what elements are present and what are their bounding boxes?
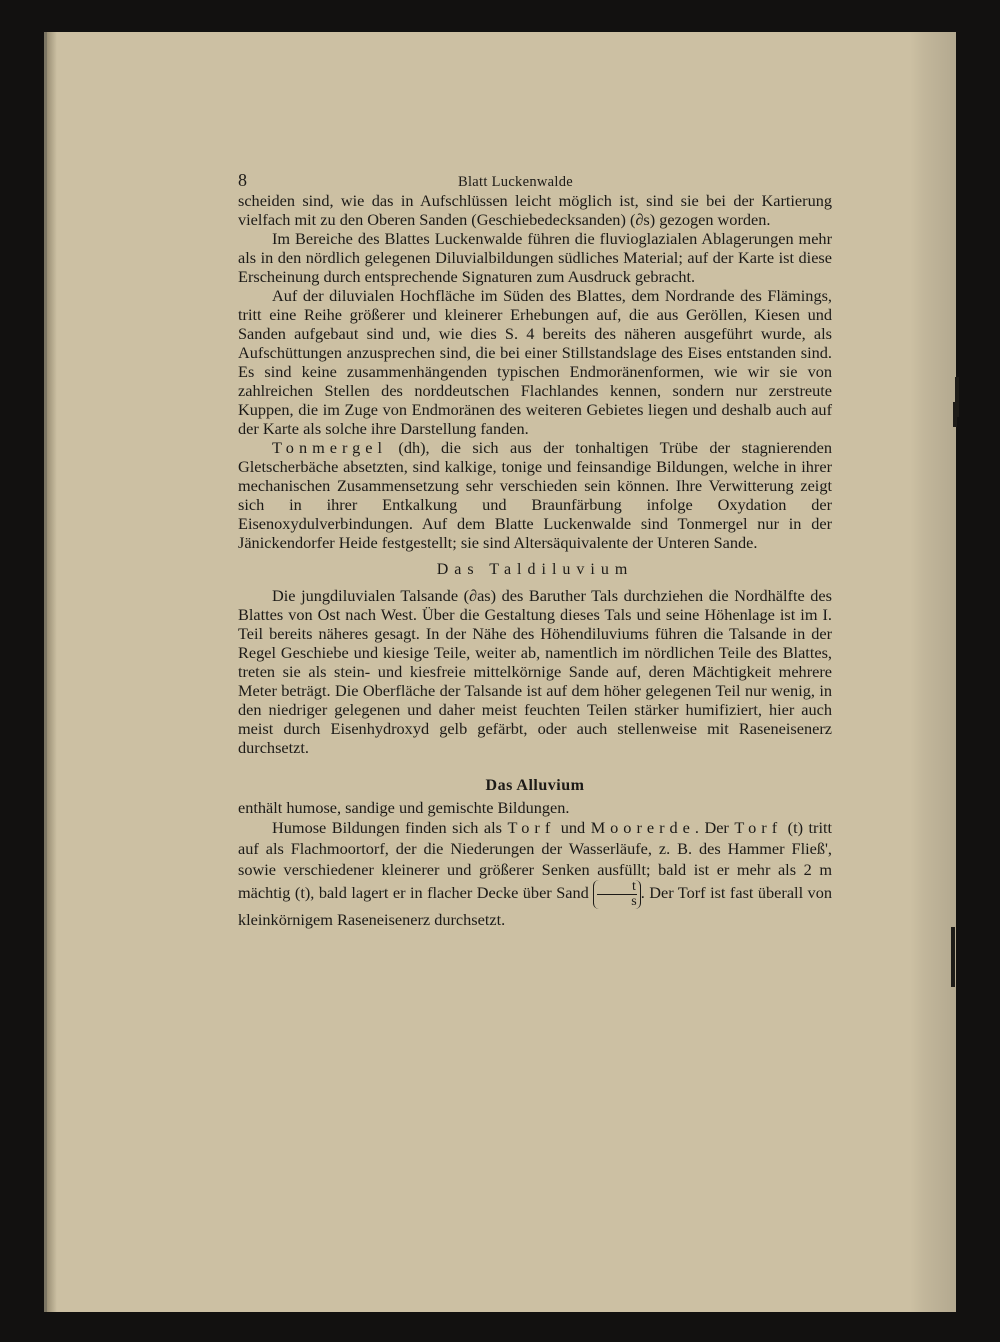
section-title-alluvium: Das Alluvium — [485, 777, 585, 794]
symbol: (dh) — [398, 438, 426, 457]
paragraph: Auf der diluvialen Hochfläche im Süden des Blattes, dem Nordrande des Flämings, tritt eine Reihe größerer und kleinerer Erhebungen auf, die aus Geröllen, Kiesen und Sanden aufgebaut sind und, wie dies S. 4 bereits des näheren ausgeführt wurde, als Aufschüttungen anzusprechen sind, die bei einer Stillstandslage des Eises entstanden sind. Es sind keine zusammenhängenden typischen Endmoränenformen, wie wir sie von zahlreichen Stellen des norddeutschen Flachlandes kennen, sondern nur zerstreute Kuppen, die im Zuge von Endmoränen des weiteren Gebietes liegen und deshalb auch auf der Karte als solche ihre Darstellung fanden. — [238, 286, 832, 438]
scanned-page — [44, 32, 956, 1312]
fraction-top: t — [632, 879, 636, 894]
text-run: und — [560, 818, 586, 837]
paragraph: Die jungdiluvialen Talsande (∂as) des Baruther Tals durchziehen die Nordhälfte des Blattes von Ost nach West. Über die Gestaltung dieses Tals und seine Höhenlage ist im I. Teil bereits näheres gesagt. In der Nähe des Höhendiluviums führen die Talsande in der Regel Geschiebe und kiesige Teile, weiter ab, namentlich im nördlichen Teile des Blattes, treten sie als stein- und kiesfreie mittelkörnige Sande auf, deren Mächtigkeit mehrere Meter beträgt. Die Oberfläche der Talsande ist auf dem höher gelegenen Teil nur wenig, in den niedriger gelegenen und daher meist feuchten Teilen stärker humifiziert, hier auch meist durch Eisenhydroxyd gelb gefärbt, oder auch stellenweise mit Raseneisenerz durchsetzt. — [238, 586, 832, 757]
paragraph: Im Bereiche des Blattes Luckenwalde führen die fluvioglazialen Ablagerungen mehr als in den nördlich gelegenen Diluvialbildungen südliches Material; auf der Karte ist diese Erscheinung durch entsprechende Signaturen zum Ausdruck gebracht. — [238, 229, 832, 286]
text-run: . Der Torf ist fast überall von kleinkörnigem Raseneisenerz durchsetzt. — [238, 883, 832, 929]
running-title: Blatt Luckenwalde — [458, 174, 574, 190]
page-number: 8 — [238, 170, 247, 190]
text-run: (t) tritt auf als Flachmoortorf, der die Niederungen der Wasserläufe, z. B. des Hammer Fließ', sowie verschiedener kleinerer und größerer Senken ausfüllt; bald ist er mehr als 2 m mächtig (t), bald lagert er in flacher Decke über Sand — [238, 818, 833, 903]
fraction-bottom: s — [597, 894, 636, 909]
binding-shadow — [47, 32, 57, 1312]
text-run: . Der — [694, 818, 729, 837]
page-text — [238, 171, 832, 930]
paragraph-text: , die sich aus der tonhaltigen Trübe der stagnierenden Gletscherbäche absetzten, sind kalkige, tonige und feinsandige Bildungen, welche in ihrer mechanischen Zusammensetzung sehr verschieden sein können. Ihre Verwitterung zeigt sich in ihrer Entkalkung und Braunfärbung infolge Oxydation der Eisenoxydulverbindungen. Auf dem Blatte Luckenwalde sind Tonmergel nur in der Jänickendorfer Heide festgestellt; sie sind Altersäquivalente der Unteren Sande. — [238, 438, 832, 552]
margin-mark — [951, 927, 955, 987]
paragraph: scheiden sind, wie das in Aufschlüssen leicht möglich ist, sind sie bei der Kartierung vielfach mit zu den Oberen Sanden (Geschiebedecksanden) (∂s) gezogen worden. — [238, 191, 832, 229]
margin-mark — [953, 402, 957, 427]
section-title-taldiluvium: Das Taldiluvium — [436, 561, 634, 578]
term-moorerde: Moorerde — [590, 818, 695, 837]
paragraph: enthält humose, sandige und gemischte Bildungen. — [238, 798, 570, 817]
fraction-symbol — [593, 880, 640, 909]
page-header — [238, 171, 832, 191]
term-torf: Torf — [507, 818, 556, 837]
term-torf: Torf — [734, 818, 783, 837]
term-tonmergel: Tonmergel — [272, 438, 387, 457]
paragraph-torf — [238, 817, 832, 930]
paragraph-tonmergel — [238, 438, 832, 552]
page-edge-shadow — [910, 32, 956, 1312]
text-run: Humose Bildungen finden sich als — [272, 818, 502, 837]
